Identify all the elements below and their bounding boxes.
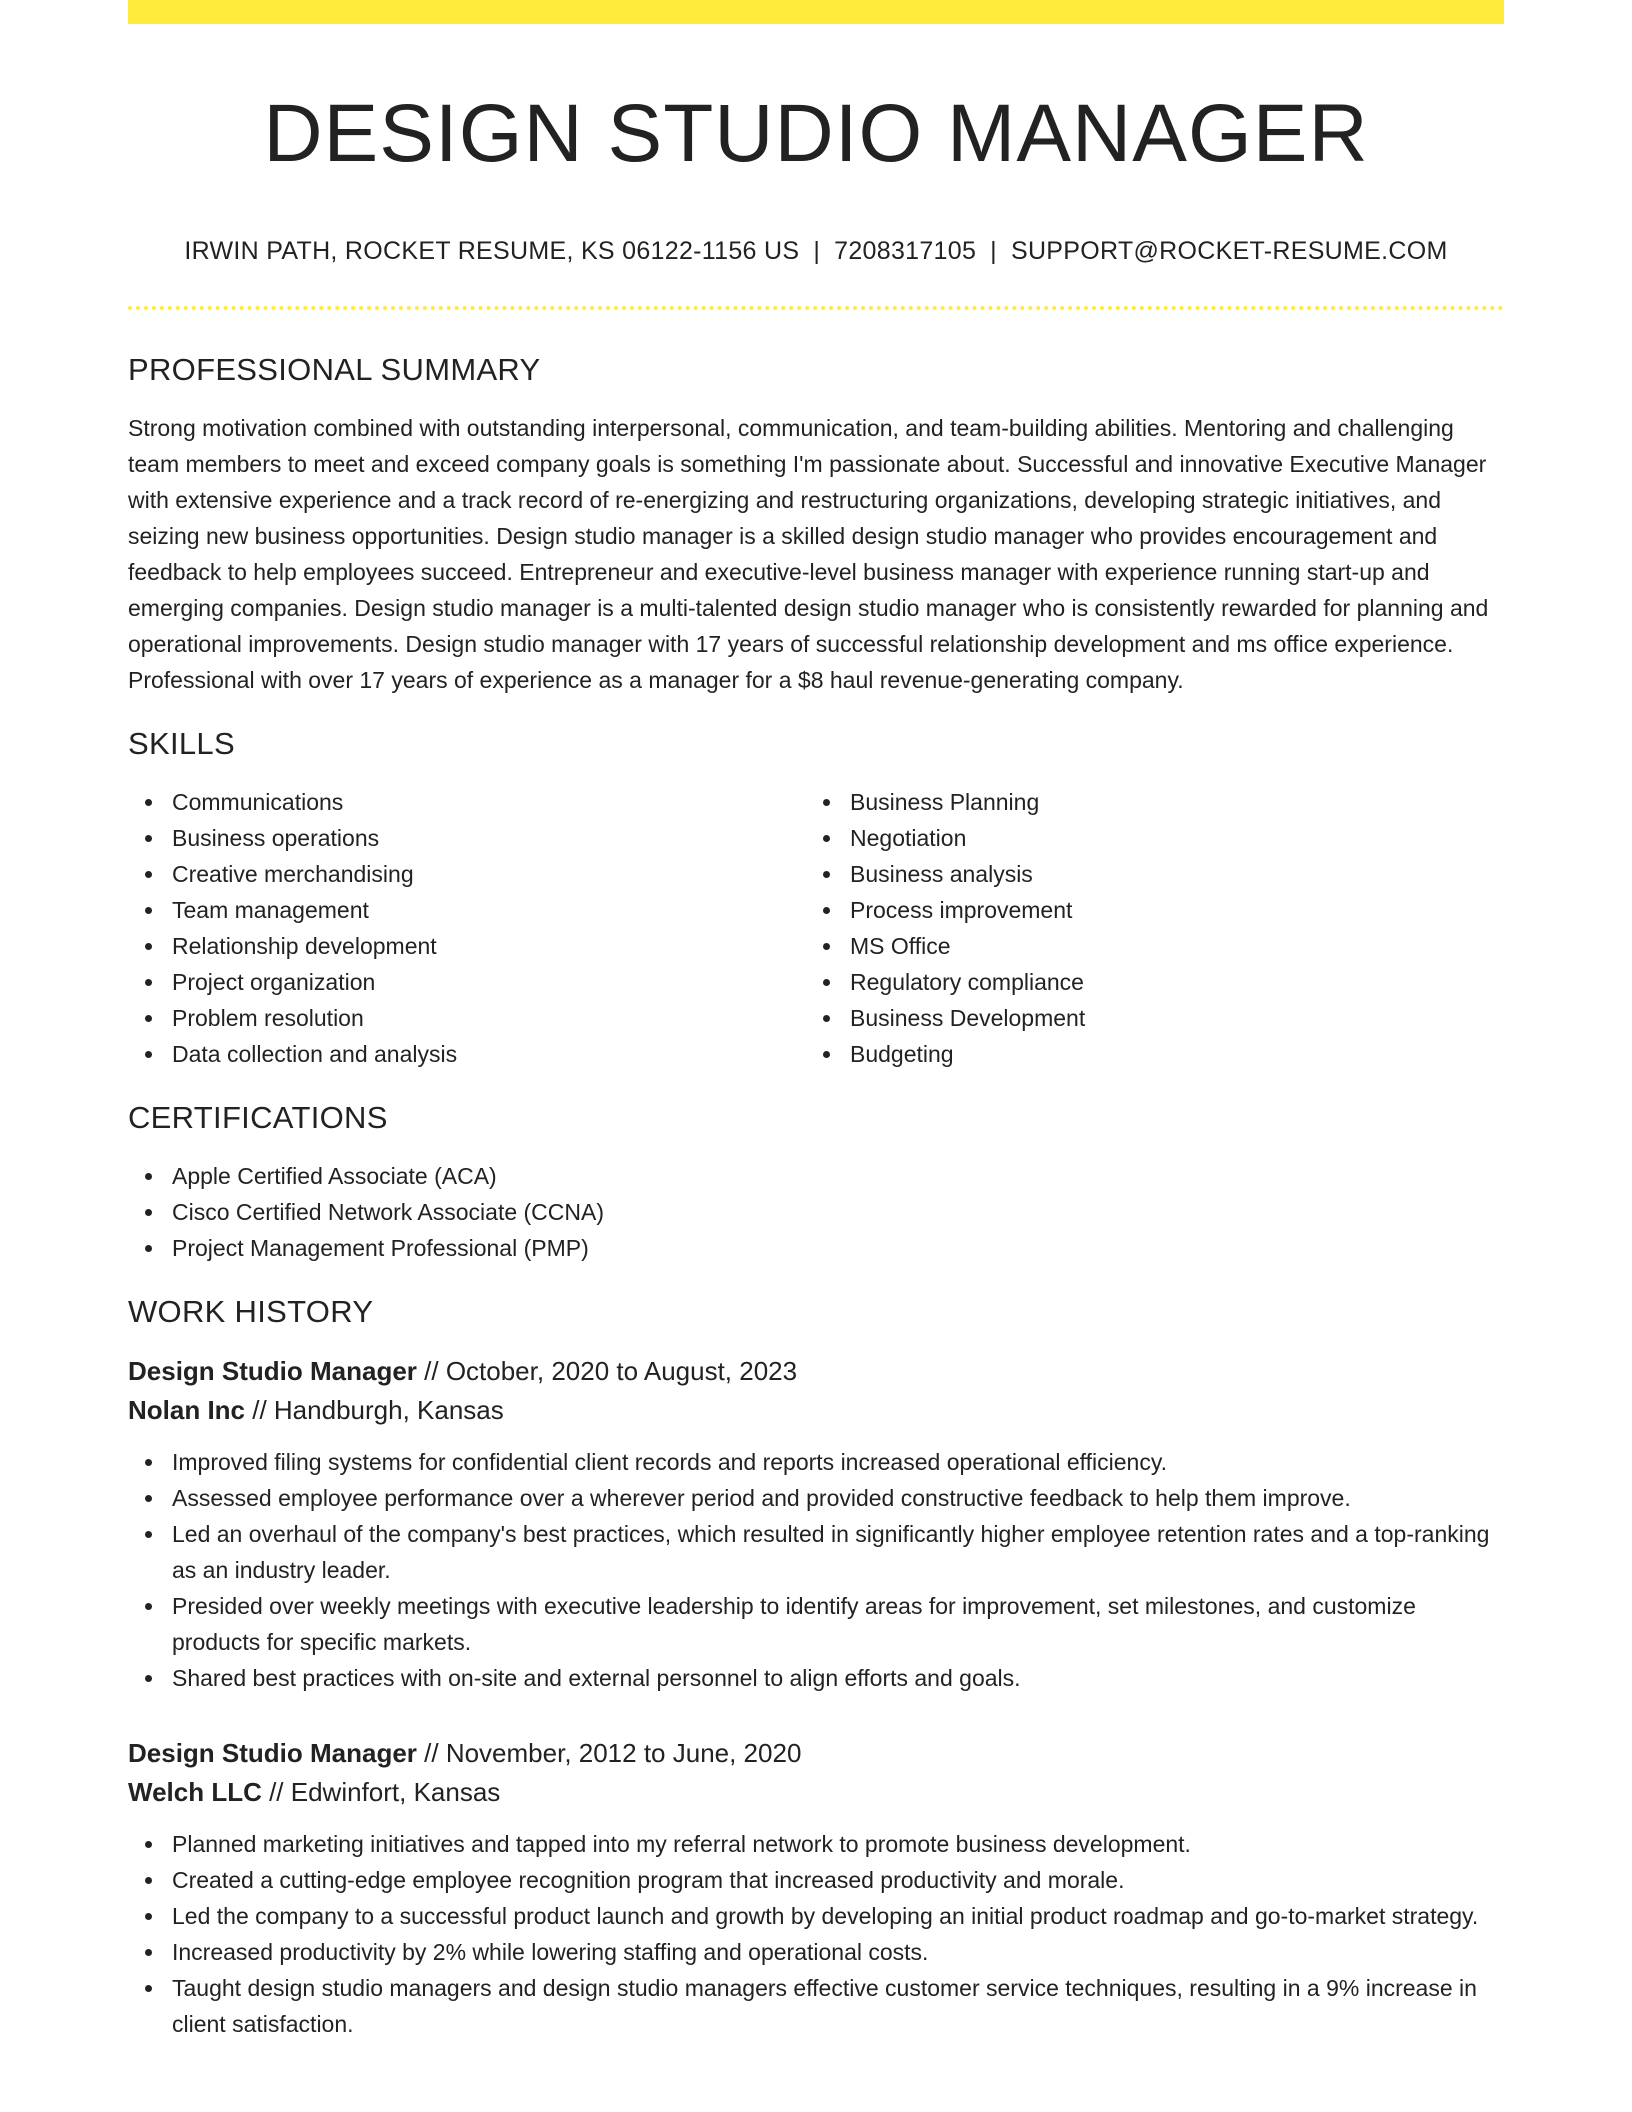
job-bullet: Presided over weekly meetings with executive leadership to identify areas for improvement, set milestones, and customize products for specific markets. <box>128 1588 1504 1660</box>
skill-item: Team management <box>128 892 806 928</box>
skill-item: Project organization <box>128 964 806 1000</box>
job-company-line <box>128 1773 1504 1812</box>
resume-title: DESIGN STUDIO MANAGER <box>263 88 1369 179</box>
job-bullets <box>128 1444 1504 1696</box>
job-entry <box>128 1352 1504 1696</box>
job-bullet: Planned marketing initiatives and tapped into my referral network to promote business development. <box>128 1826 1504 1862</box>
work-history-list <box>128 1352 1504 2042</box>
certifications-list <box>128 1158 1504 1266</box>
skill-item: Budgeting <box>806 1036 1484 1072</box>
job-bullet: Shared best practices with on-site and external personnel to align efforts and goals. <box>128 1660 1504 1696</box>
job-bullet: Created a cutting-edge employee recognition program that increased productivity and morale. <box>128 1862 1504 1898</box>
skill-item: Process improvement <box>806 892 1484 928</box>
job-role: Design Studio Manager <box>128 1738 417 1768</box>
section-title-skills: SKILLS <box>128 726 235 761</box>
job-dates: // November, 2012 to June, 2020 <box>416 1738 802 1768</box>
skill-item: Relationship development <box>128 928 806 964</box>
skill-item: Communications <box>128 784 806 820</box>
contact-phone[interactable]: 7208317105 <box>834 237 977 265</box>
job-role-line <box>128 1352 1504 1391</box>
accent-bar <box>128 0 1504 24</box>
job-dates: // October, 2020 to August, 2023 <box>416 1356 798 1386</box>
skill-item: Problem resolution <box>128 1000 806 1036</box>
job-bullets <box>128 1826 1504 2042</box>
certification-item: Project Management Professional (PMP) <box>128 1230 1504 1266</box>
skill-item: Business operations <box>128 820 806 856</box>
skill-item: Business analysis <box>806 856 1484 892</box>
skill-item: Negotiation <box>806 820 1484 856</box>
job-location: // Handburgh, Kansas <box>245 1395 504 1425</box>
contact-email[interactable]: SUPPORT@ROCKET-RESUME.COM <box>1010 237 1448 265</box>
job-company-line <box>128 1391 1504 1430</box>
job-bullet: Assessed employee performance over a wherever period and provided constructive feedback to help them improve. <box>128 1480 1504 1516</box>
job-role: Design Studio Manager <box>128 1356 417 1386</box>
skill-item: Regulatory compliance <box>806 964 1484 1000</box>
dotted-divider <box>128 306 1504 310</box>
summary-text: Strong motivation combined with outstanding interpersonal, communication, and team-building abilities. Mentoring and challenging team members to meet and exceed company goals is something I'm passionate about. Successful and innovative Executive Manager with extensive experience and a track record of re-energizing and restructuring organizations, developing strategic initiatives, and seizing new business opportunities. Design studio manager is a skilled design studio manager who provides encouragement and feedback to help employees succeed. Entrepreneur and executive-level business manager with experience running start-up and emerging companies. Design studio manager is a multi-talented design studio manager who is consistently rewarded for planning and operational improvements. Design studio manager with 17 years of successful relationship development and ms office experience. Professional with over 17 years of experience as a manager for a $8 haul revenue-generating company. <box>128 415 1489 693</box>
skill-item: Business Development <box>806 1000 1484 1036</box>
section-title-certifications: CERTIFICATIONS <box>128 1100 388 1135</box>
job-company: Welch LLC <box>128 1777 262 1807</box>
contact-address: IRWIN PATH, ROCKET RESUME, KS 06122-1156 US <box>184 237 800 265</box>
skills-list-left <box>128 784 806 1072</box>
contact-separator: | <box>813 237 821 265</box>
contact-separator: | <box>990 237 997 265</box>
job-bullet: Increased productivity by 2% while lowering staffing and operational costs. <box>128 1934 1504 1970</box>
section-title-work-history: WORK HISTORY <box>128 1294 374 1329</box>
job-bullet: Led the company to a successful product launch and growth by developing an initial product roadmap and go-to-market strategy. <box>128 1898 1504 1934</box>
job-location: // Edwinfort, Kansas <box>261 1777 501 1807</box>
skill-item: MS Office <box>806 928 1484 964</box>
skills-columns <box>128 784 1504 1072</box>
job-role-line <box>128 1734 1504 1773</box>
contact-line <box>128 234 1504 268</box>
section-title-summary: PROFESSIONAL SUMMARY <box>128 352 541 387</box>
certification-item: Cisco Certified Network Associate (CCNA) <box>128 1194 1504 1230</box>
job-bullet: Improved filing systems for confidential client records and reports increased operational efficiency. <box>128 1444 1504 1480</box>
skill-item: Business Planning <box>806 784 1484 820</box>
skill-item: Creative merchandising <box>128 856 806 892</box>
certification-item: Apple Certified Associate (ACA) <box>128 1158 1504 1194</box>
job-bullet: Led an overhaul of the company's best practices, which resulted in significantly higher employee retention rates and a top-ranking as an industry leader. <box>128 1516 1504 1588</box>
job-entry <box>128 1734 1504 2042</box>
skill-item: Data collection and analysis <box>128 1036 806 1072</box>
resume-page <box>128 0 1504 2112</box>
job-bullet: Taught design studio managers and design studio managers effective customer service techniques, resulting in a 9% increase in client satisfaction. <box>128 1970 1504 2042</box>
skills-list-right <box>806 784 1484 1072</box>
job-company: Nolan Inc <box>128 1395 246 1425</box>
